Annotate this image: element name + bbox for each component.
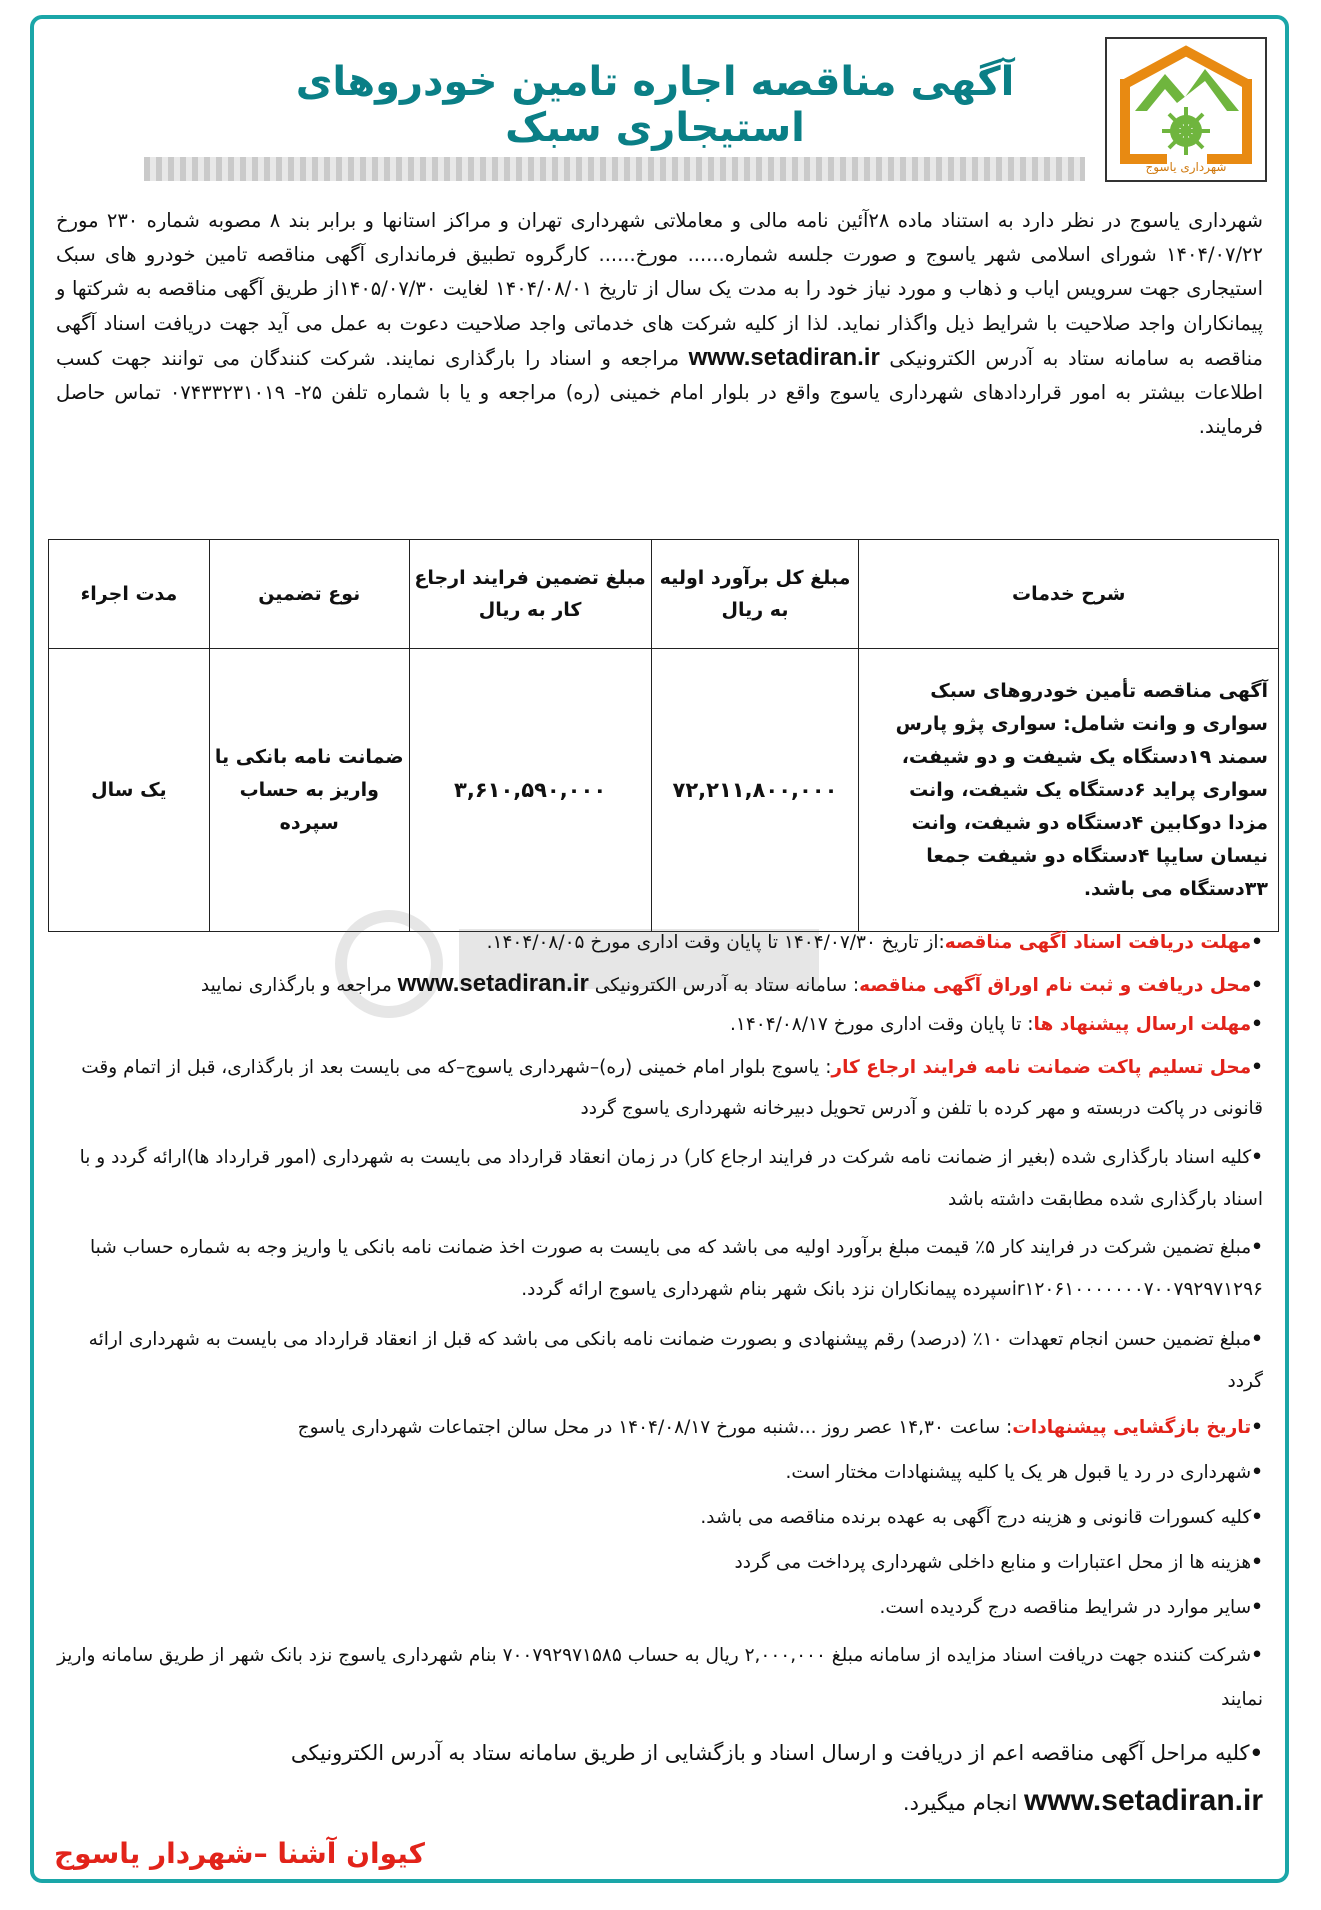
item-label: مهلت ارسال پیشنهاد ها [1033, 1014, 1252, 1035]
item-text: : سامانه ستاد به آدرس الکترونیکی [594, 975, 860, 996]
guarantee-amount: ۳,۶۱۰,۵۹۰,۰۰۰ [409, 649, 651, 932]
item-text: مبلغ تضمین حسن انجام تعهدات ۱۰٪ (درصد) رقم پیشنهادی و بصورت ضمانت نامه بانکی می باشد که قبل از انعقاد قرارداد می بایست به شهرداری ارائه گردد [88, 1329, 1263, 1392]
page-title: آگهی مناقصه اجاره تامین خودروهای استیجاری سبک [295, 59, 1015, 151]
list-item: •محل دریافت و ثبت نام اوراق آگهی مناقصه: سامانه ستاد به آدرس الکترونیکی www.setadiran.ir مراجعه و بارگذاری نمایید [200, 970, 1263, 997]
setadiran-link[interactable]: www.setadiran.ir [1024, 1784, 1263, 1817]
setadiran-link[interactable]: www.setadiran.ir [688, 343, 880, 371]
item-text: کلیه کسورات قانونی و هزینه درج آگهی به عهده برنده مناقصه می باشد. [700, 1507, 1252, 1528]
item-text: سایر موارد در شرایط مناقصه درج گردیده است. [879, 1597, 1252, 1618]
column-header: شرح خدمات [859, 540, 1279, 649]
tender-table [48, 539, 1279, 932]
item-text: کلیه اسناد بارگذاری شده (بغیر از ضمانت نامه شرکت در فرایند ارجاع کار) در زمان انعقاد قرارداد می بایست به شهرداری (امور قرارداد ها)ارائه گردد و با اسناد بارگذاری شده مطابقت داشته باشد [79, 1147, 1263, 1210]
column-header: نوع تضمین [209, 540, 409, 649]
intro-text-continued: مراجعه و اسناد را بارگذاری نمایند. شرکت کنندگان می توانند جهت کسب اطلاعات بیشتر به امور قراردادهای شهرداری یاسوج واقع در بلوار امام خمینی (ره) مراجعه و یا با شماره تلفن ۲۵- ۰۷۴۳۳۲۳۱۰۱۹ تماس حاصل فرمایند. [56, 346, 1263, 439]
item-label: تاریخ بازگشایی پیشنهادات [1012, 1417, 1252, 1438]
execution-duration: یک سال [49, 649, 210, 932]
intro-text: شهرداری یاسوج در نظر دارد به استناد ماده ۲۸آئین نامه مالی و معاملاتی شهرداری تهران و مراکز استانها و برابر بند ۸ مصوبه شماره ۲۳۰ مورخ ۱۴۰۴/۰۷/۲۲ شورای اسلامی شهر یاسوج و صورت جلسه شماره...... مورخ...... کارگروه تطبیق فرمانداری آگهی مناقصه تامین خودرو های سبک استیجاری جهت سرویس ایاب و ذهاب و مورد نیاز خود را به مدت یک سال از تاریخ ۱۴۰۴/۰۸/۰۱ لغایت ۱۴۰۵/۰۷/۳۰از طریق آگهی مناقصه به شرکتها و پیمانکاران واجد صلاحیت با شرایط ذیل واگذار نماید. لذا از کلیه شرکت های خدماتی واجد صلاحیت دعوت به عمل می آید جهت دریافت اسناد آگهی مناقصه به سامانه ستاد به آدرس الکترونیکی [56, 209, 1264, 370]
table-header-row [49, 540, 1279, 649]
item-text: : یاسوج بلوار امام خمینی (ره)–شهرداری یاسوج–که می بایست بعد از بارگذاری، قبل از اتمام وقت قانونی در پاکت دربسته و مهر کرده با تلفن و آدرس تحویل دبیرخانه شهرداری یاسوج گردد [81, 1057, 1263, 1119]
notice-frame [30, 15, 1289, 1883]
column-header: مدت اجراء [49, 540, 210, 649]
item-text: شهرداری در رد یا قبول هر یک یا کلیه پیشنهادات مختار است. [785, 1462, 1252, 1483]
list-item: •کلیه مراحل آگهی مناقصه اعم از دریافت و ارسال اسناد و بازگشایی از طریق سامانه ستاد به آدرس الکترونیکی www.setadiran.ir انجام میگیرد. [290, 1741, 1263, 1817]
list-item: •شرکت کننده جهت دریافت اسناد مزایده از سامانه مبلغ ۲,۰۰۰,۰۰۰ ریال به حساب ۷۰۰۷۹۲۹۷۱۵۸۵ بنام شهرداری یاسوج نزد بانک شهر از طریق سامانه واریز نمایند [57, 1645, 1263, 1710]
list-item: •تاریخ بازگشایی پیشنهادات: ساعت ۱۴,۳۰ عصر روز ...شنبه مورخ ۱۴۰۴/۰۸/۱۷ در محل سالن اجتماعات شهرداری یاسوج [297, 1417, 1263, 1438]
item-label: مهلت دریافت اسناد آگهی مناقصه [944, 932, 1252, 953]
item-text: شرکت کننده جهت دریافت اسناد مزایده از سامانه مبلغ ۲,۰۰۰,۰۰۰ ریال به حساب ۷۰۰۷۹۲۹۷۱۵۸۵ بنام شهرداری یاسوج نزد بانک شهر از طریق سامانه واریز نمایند [57, 1645, 1263, 1710]
column-header: مبلغ تضمین فرایند ارجاع کار به ریال [409, 540, 651, 649]
list-item: •مهلت ارسال پیشنهاد ها: تا پایان وقت اداری مورخ ۱۴۰۴/۰۸/۱۷. [730, 1014, 1263, 1035]
list-item: •کلیه اسناد بارگذاری شده (بغیر از ضمانت نامه شرکت در فرایند ارجاع کار) در زمان انعقاد قرارداد می بایست به شهرداری (امور قرارداد ها)ارائه گردد و با اسناد بارگذاری شده مطابقت داشته باشد [79, 1147, 1263, 1210]
item-text: مراجعه و بارگذاری نمایید [200, 975, 392, 996]
guarantee-type: ضمانت نامه بانکی یا واریز به حساب سپرده [209, 649, 409, 932]
list-item: •کلیه کسورات قانونی و هزینه درج آگهی به عهده برنده مناقصه می باشد. [700, 1507, 1263, 1528]
item-text: : تا پایان وقت اداری مورخ ۱۴۰۴/۰۸/۱۷. [730, 1014, 1034, 1035]
logo-caption: شهرداری یاسوج [1145, 160, 1227, 174]
list-item: •هزینه ها از محل اعتبارات و منابع داخلی شهرداری پرداخت می گردد [734, 1552, 1263, 1573]
list-item: •مبلغ تضمین شرکت در فرایند کار ۵٪ قیمت مبلغ برآورد اولیه می باشد که می بایست به صورت اخذ ضمانت نامه بانکی یا واریز وجه به شماره حساب شبا ir۱۲۰۶۱۰۰۰۰۰۰۰۷۰۰۷۹۲۹۷۱۲۹۶سپرده پیمانکاران نزد بانک شهر بنام شهرداری یاسوج ارائه گردد. [90, 1237, 1263, 1300]
title-underline [144, 157, 1085, 181]
item-text: :از تاریخ ۱۴۰۴/۰۷/۳۰ تا پایان وقت اداری مورخ ۱۴۰۴/۰۸/۰۵. [486, 932, 945, 953]
setadiran-link[interactable]: www.setadiran.ir [397, 970, 589, 997]
item-text: کلیه مراحل آگهی مناقصه اعم از دریافت و ارسال اسناد و بازگشایی از طریق سامانه ستاد به آدرس الکترونیکی [290, 1741, 1250, 1765]
list-item: •محل تسلیم پاکت ضمانت نامه فرایند ارجاع کار: یاسوج بلوار امام خمینی (ره)–شهرداری یاسوج–که می بایست بعد از بارگذاری، قبل از اتمام وقت قانونی در پاکت دربسته و مهر کرده با تلفن و آدرس تحویل دبیرخانه شهرداری یاسوج گردد [81, 1057, 1263, 1119]
list-item: •شهرداری در رد یا قبول هر یک یا کلیه پیشنهادات مختار است. [785, 1462, 1263, 1483]
item-text: انجام میگیرد. [902, 1791, 1018, 1815]
list-item: •سایر موارد در شرایط مناقصه درج گردیده است. [879, 1597, 1263, 1618]
item-text: مبلغ تضمین شرکت در فرایند کار ۵٪ قیمت مبلغ برآورد اولیه می باشد که می بایست به صورت اخذ ضمانت نامه بانکی یا واریز وجه به شماره حساب شبا ir۱۲۰۶۱۰۰۰۰۰۰۰۷۰۰۷۹۲۹۷۱۲۹۶سپرده پیمانکاران نزد بانک شهر بنام شهرداری یاسوج ارائه گردد. [90, 1237, 1263, 1300]
column-header: مبلغ کل برآورد اولیه به ریال [651, 540, 859, 649]
service-description: آگهی مناقصه تأمین خودروهای سبک سواری و وانت شامل: سواری پژو پارس سمند ۱۹دستگاه یک شیفت و دو شیفت، سواری پراید ۶دستگاه یک شیفت، وانت مزدا دوکابین ۴دستگاه دو شیفت، وانت نیسان سایپا ۴دستگاه دو شیفت جمعا ۳۳دستگاه می باشد. [859, 649, 1279, 932]
item-label: محل تسلیم پاکت ضمانت نامه فرایند ارجاع کار [831, 1057, 1252, 1078]
list-item: •مبلغ تضمین حسن انجام تعهدات ۱۰٪ (درصد) رقم پیشنهادی و بصورت ضمانت نامه بانکی می باشد که قبل از انعقاد قرارداد می بایست به شهرداری ارائه گردد [88, 1329, 1263, 1392]
signature-mayor: کیوان آشنا –شهردار یاسوج [54, 1837, 425, 1870]
municipality-logo [1105, 37, 1267, 182]
list-item: •مهلت دریافت اسناد آگهی مناقصه:از تاریخ ۱۴۰۴/۰۷/۳۰ تا پایان وقت اداری مورخ ۱۴۰۴/۰۸/۰۵. [486, 932, 1263, 953]
table-row [49, 649, 1279, 932]
item-label: محل دریافت و ثبت نام اوراق آگهی مناقصه [859, 975, 1252, 996]
estimate-amount: ۷۲,۲۱۱,۸۰۰,۰۰۰ [651, 649, 859, 932]
intro-paragraph [56, 204, 1263, 444]
logo-emblem-icon [1107, 39, 1265, 180]
item-text: هزینه ها از محل اعتبارات و منابع داخلی شهرداری پرداخت می گردد [734, 1552, 1252, 1573]
item-text: : ساعت ۱۴,۳۰ عصر روز ...شنبه مورخ ۱۴۰۴/۰۸/۱۷ در محل سالن اجتماعات شهرداری یاسوج [297, 1417, 1013, 1438]
